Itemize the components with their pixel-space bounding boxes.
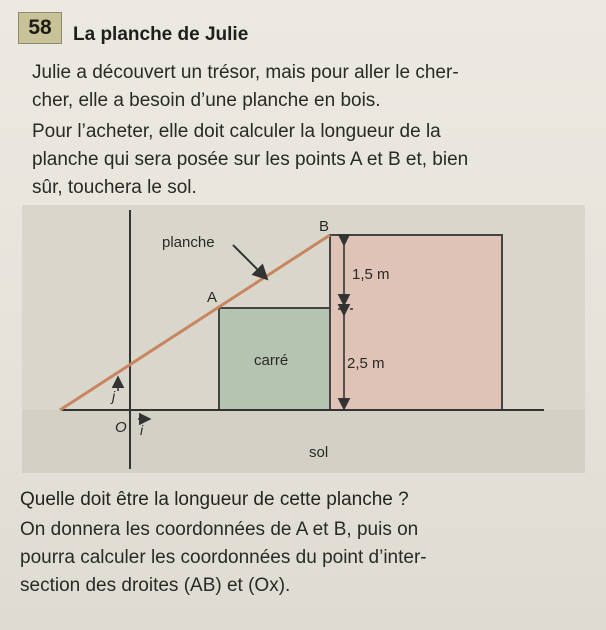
statement-paragraph-2	[32, 118, 588, 202]
statement-paragraph-1	[32, 59, 588, 115]
label-j: j	[112, 388, 116, 404]
label-height-lower: 2,5 m	[347, 355, 385, 372]
plank-diagram	[22, 205, 585, 473]
label-sol: sol	[309, 444, 329, 461]
exercise-number-badge: 58	[18, 12, 62, 44]
hint-paragraph	[20, 516, 590, 600]
ground-area	[22, 410, 585, 473]
exercise-title: La planche de Julie	[73, 24, 249, 45]
label-i: i	[140, 422, 144, 438]
hint-line: section des droites (AB) et (Ox).	[20, 575, 291, 596]
diagram-svg	[22, 205, 585, 473]
statement-line: Julie a découvert un trésor, mais pour aller le cher-	[32, 62, 459, 83]
label-origin-O: O	[115, 419, 127, 436]
hint-line: pourra calculer les coordonnées du point d’inter-	[20, 547, 427, 568]
statement-line: sûr, touchera le sol.	[32, 177, 197, 198]
label-planche: planche	[162, 234, 215, 251]
label-height-upper: 1,5 m	[352, 266, 390, 283]
statement-line: Pour l’acheter, elle doit calculer la longueur de la	[32, 121, 441, 142]
statement-line: planche qui sera posée sur les points A et B et, bien	[32, 149, 469, 170]
label-point-B: B	[319, 218, 330, 235]
label-point-A: A	[207, 289, 218, 306]
question-text: Quelle doit être la longueur de cette planche ?	[20, 489, 409, 510]
plank-pointer-arrow	[233, 245, 267, 279]
tall-rectangle	[330, 235, 502, 410]
statement-line: cher, elle a besoin d’une planche en bois.	[32, 90, 381, 111]
label-carre: carré	[254, 352, 289, 369]
hint-line: On donnera les coordonnées de A et B, puis on	[20, 519, 419, 540]
